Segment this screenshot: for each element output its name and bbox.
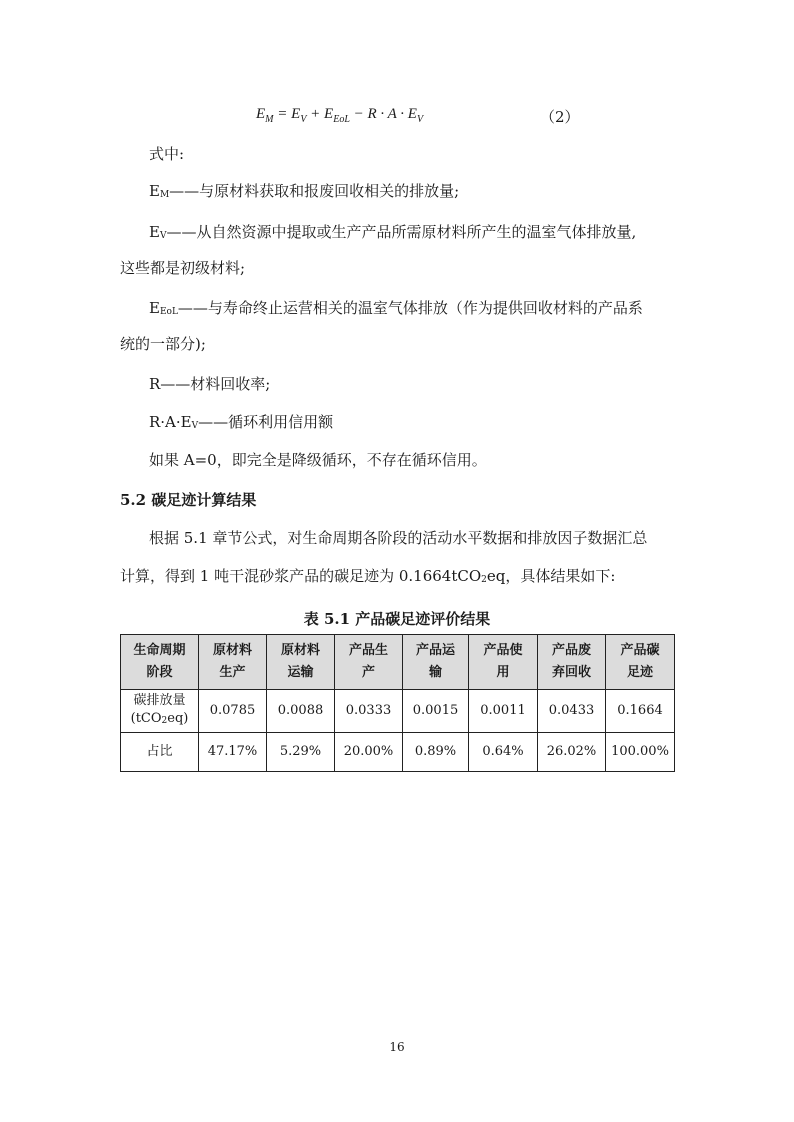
row-label-share: 占比 [121, 733, 199, 772]
carbon-footprint-table [120, 634, 675, 772]
definition-eeol: EEoL——与寿命终止运营相关的温室气体排放（作为提供回收材料的产品系 [149, 299, 643, 317]
table-cell: 0.1664 [606, 690, 675, 733]
table-cell: 26.02% [538, 733, 606, 772]
table-cell: 0.0785 [199, 690, 267, 733]
table-cell: 0.0333 [335, 690, 403, 733]
table-cell: 0.89% [403, 733, 469, 772]
table-row-share [121, 733, 675, 772]
table-caption: 表 5.1 产品碳足迹评价结果 [303, 610, 491, 628]
definition-rae: R·A·EV——循环利用信用额 [149, 413, 334, 431]
paragraph-line-2: 计算，得到 1 吨干混砂浆产品的碳足迹为 0.1664tCO2eq，具体结果如下: [120, 567, 616, 585]
equation-number: （2） [540, 108, 580, 126]
definition-eeol-continued: 统的一部分); [120, 335, 206, 353]
table-cell: 20.00% [335, 733, 403, 772]
table-header-row [121, 635, 675, 690]
definition-ev-continued: 这些都是初级材料; [120, 259, 246, 277]
table-row-emissions [121, 690, 675, 733]
definition-em: EM——与原材料获取和报废回收相关的排放量; [149, 182, 460, 200]
where-label: 式中: [149, 145, 185, 163]
paragraph-line-1: 根据 5.1 章节公式，对生命周期各阶段的活动水平数据和排放因子数据汇总 [149, 529, 648, 547]
table-cell: 100.00% [606, 733, 675, 772]
header-cell: 产品生 产 [335, 635, 403, 690]
row-label-emissions: 碳排放量 (tCO2eq) [121, 690, 199, 733]
header-cell: 产品运 输 [403, 635, 469, 690]
definition-ev: EV——从自然资源中提取或生产产品所需原材料所产生的温室气体排放量, [149, 223, 637, 241]
table-cell: 5.29% [267, 733, 335, 772]
table-cell: 47.17% [199, 733, 267, 772]
header-cell: 原材料 生产 [199, 635, 267, 690]
header-cell: 原材料 运输 [267, 635, 335, 690]
table-cell: 0.64% [469, 733, 538, 772]
table-cell: 0.0088 [267, 690, 335, 733]
header-cell: 生命周期 阶段 [121, 635, 199, 690]
header-cell: 产品使 用 [469, 635, 538, 690]
header-cell: 产品废 弃回收 [538, 635, 606, 690]
section-heading: 5.2 碳足迹计算结果 [120, 491, 257, 509]
table-cell: 0.0011 [469, 690, 538, 733]
table-cell: 0.0433 [538, 690, 606, 733]
emission-formula: $E_M = E_V + E_{EoL} - R \cdot A \cdot E_V$ [256, 106, 424, 125]
definition-r: R——材料回收率; [149, 375, 271, 393]
table-cell: 0.0015 [403, 690, 469, 733]
note-a-zero: 如果 A=0，即完全是降级循环，不存在循环信用。 [149, 451, 487, 469]
page-number: 16 [389, 1040, 405, 1054]
header-cell: 产品碳 足迹 [606, 635, 675, 690]
